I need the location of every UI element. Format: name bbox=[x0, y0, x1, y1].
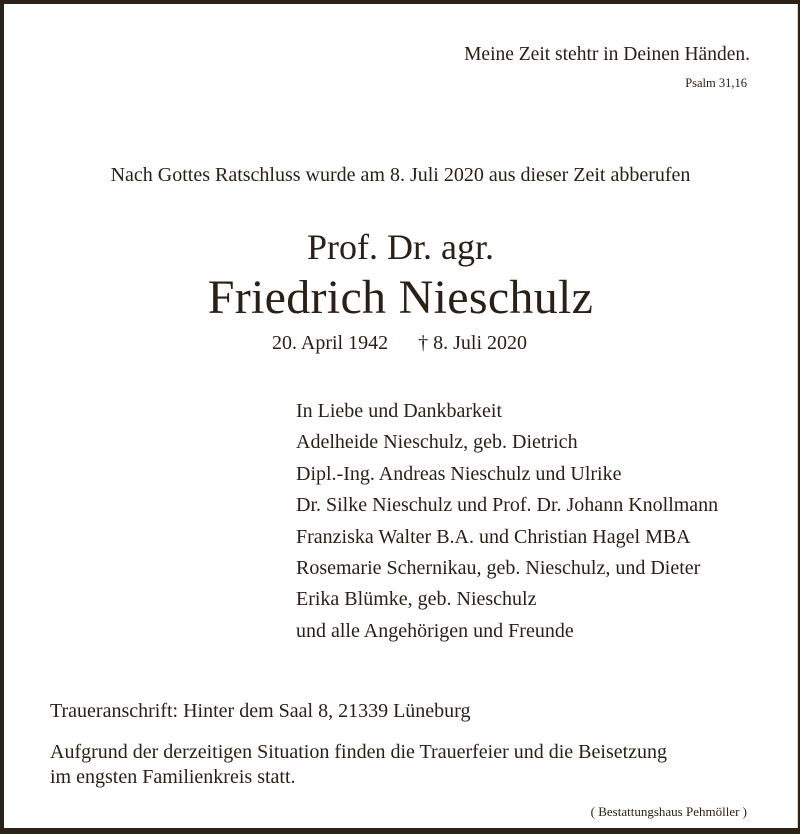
deceased-title: Prof. Dr. agr. bbox=[307, 227, 494, 267]
mourning-address: Traueranschrift: Hinter dem Saal 8, 21339 Lüneburg bbox=[50, 700, 471, 722]
death-date-group bbox=[418, 332, 527, 354]
death-date: 8. Juli 2020 bbox=[433, 332, 528, 354]
bible-verse: Meine Zeit stehtr in Deinen Händen. bbox=[464, 44, 750, 65]
mourner-item: Dipl.-Ing. Andreas Nieschulz und Ulrike bbox=[296, 462, 622, 485]
deceased-name: Friedrich Nieschulz bbox=[207, 271, 594, 324]
mourner-item: Rosemarie Schernikau, geb. Nieschulz, und Dieter bbox=[296, 557, 701, 580]
life-dates bbox=[272, 332, 527, 355]
mourners-list bbox=[296, 396, 718, 647]
mourner-item: Erika Blümke, geb. Nieschulz bbox=[296, 588, 537, 611]
birth-date: 20. April 1942 bbox=[272, 332, 389, 354]
mourner-item: Franziska Walter B.A. und Christian Hagel MBA bbox=[296, 525, 691, 548]
obituary-notice bbox=[4, 4, 798, 828]
mourner-item: und alle Angehörigen und Freunde bbox=[296, 619, 574, 642]
mourner-item: Adelheide Nieschulz, geb. Dietrich bbox=[296, 431, 578, 454]
ceremony-info-line-2: im engsten Familienkreis statt. bbox=[50, 766, 296, 788]
bible-verse-source: Psalm 31,16 bbox=[685, 76, 747, 90]
intro-text: Nach Gottes Ratschluss wurde am 8. Juli 2020 aus dieser Zeit abberufen bbox=[110, 164, 691, 186]
ceremony-info bbox=[50, 740, 667, 790]
mourners-heading: In Liebe und Dankbarkeit bbox=[296, 400, 503, 422]
mourner-item: Dr. Silke Nieschulz und Prof. Dr. Johann Knollmann bbox=[296, 494, 719, 517]
funeral-home-credit: ( Bestattungshaus Pehmöller ) bbox=[590, 804, 747, 819]
ceremony-info-line-1: Aufgrund der derzeitigen Situation finden die Trauerfeier und die Beisetzung bbox=[50, 741, 668, 763]
cross-icon: † bbox=[418, 332, 429, 354]
